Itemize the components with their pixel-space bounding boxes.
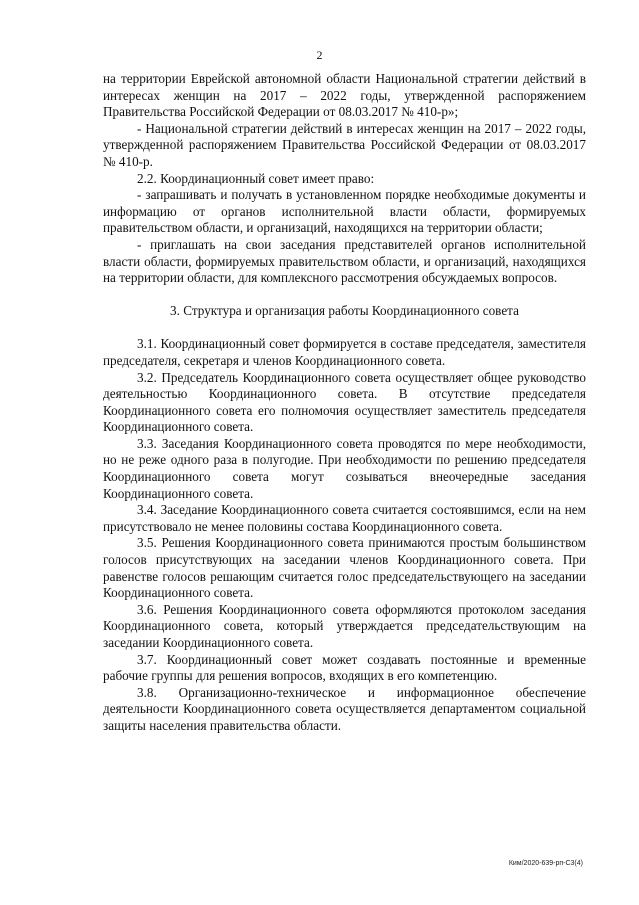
paragraph: 3.4. Заседание Координационного совета считается состоявшимся, если на нем присутствовало не менее половины состава Координационного совета. [103, 502, 586, 534]
paragraph: 3.7. Координационный совет может создавать постоянные и временные рабочие группы для решения вопросов, входящих в его компетенцию. [103, 651, 586, 684]
paragraph: - приглашать на свои заседания представителей органов исполнительной власти области, формируемых правительством области, и организаций, находящихся на территории области, для комплексного рассмотрения обсуждаемых вопросов. [103, 236, 586, 286]
paragraph: 3.8. Организационно-техническое и информационное обеспечение деятельности Координационного совета осуществляется департаментом социальной защиты населения правительства области. [103, 684, 586, 733]
section-heading: 3. Структура и организация работы Координационного совета [170, 302, 519, 318]
paragraph: 3.1. Координационный совет формируется в составе председателя, заместителя председателя, секретаря и членов Координационного совета. [103, 336, 586, 368]
document-body [103, 71, 586, 735]
document-code: Ким/2020-639-рп-С3(4) [508, 860, 583, 867]
paragraph: - Национальной стратегии действий в интересах женщин на 2017 – 2022 годы, утвержденной распоряжением Правительства Российской Федерации от 08.03.2017 № 410-р. [103, 120, 586, 169]
paragraph: 3.6. Решения Координационного совета оформляются протоколом заседания Координационного совета, который утверждается председательствующим на заседании Координационного совета. [103, 601, 586, 650]
paragraph: 3.2. Председатель Координационного совета осуществляет общее руководство деятельностью Координационного совета. В отсутствие председателя Координационного совета его полномочия осуществляет заместитель председателя Координационного совета. [103, 369, 586, 435]
page-number: 2 [316, 48, 323, 62]
paragraph: 2.2. Координационный совет имеет право: [137, 170, 375, 186]
paragraph: на территории Еврейской автономной области Национальной стратегии действий в интересах женщин на 2017 – 2022 годы, утвержденной распоряжением Правительства Российской Федерации от 08.03.2017 № 410-р»; [103, 71, 586, 120]
paragraph: 3.3. Заседания Координационного совета проводятся по мере необходимости, но не реже одного раза в полугодие. При необходимости по решению председателя Координационного совета могут созываться внеочередные заседания Координационного совета. [103, 435, 586, 501]
paragraph: 3.5. Решения Координационного совета принимаются простым большинством голосов присутствующих на заседании членов Координационного совета. При равенстве голосов решающим считается голос председательствующего на заседании Координационного совета. [103, 535, 586, 601]
paragraph: - запрашивать и получать в установленном порядке необходимые документы и информацию от органов исполнительной власти области, формируемых правительством области, и организаций, находящихся на территории области; [103, 187, 586, 236]
